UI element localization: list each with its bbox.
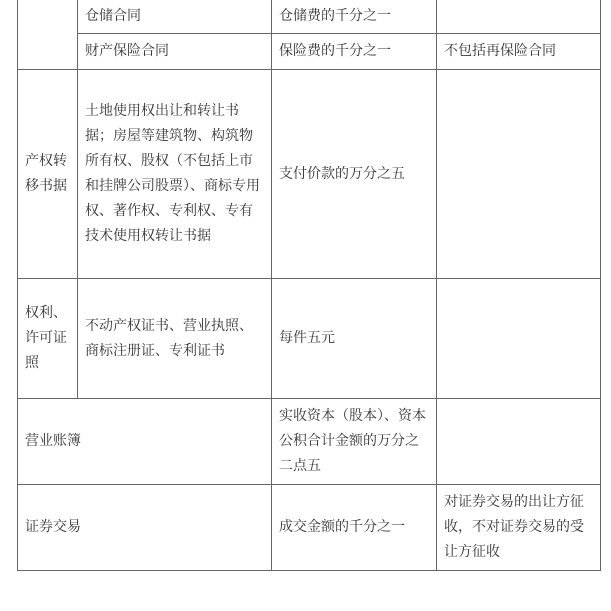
table-row bbox=[18, 34, 601, 70]
tax-rate-cell: 仓储费的千分之一 bbox=[272, 0, 437, 34]
tax-item-cell: 营业账簿 bbox=[18, 399, 272, 485]
tax-rate-cell: 成交金额的千分之一 bbox=[272, 485, 437, 571]
tax-subitem-cell: 财产保险合同 bbox=[78, 34, 272, 70]
remark-cell: 对证券交易的出让方征收，不对证券交易的受让方征收 bbox=[437, 485, 601, 571]
table-row bbox=[18, 485, 601, 571]
tax-item-cell: 证券交易 bbox=[18, 485, 272, 571]
tax-rate-cell: 保险费的千分之一 bbox=[272, 34, 437, 70]
remark-cell bbox=[437, 399, 601, 485]
tax-rate-table bbox=[17, 0, 601, 571]
remark-cell bbox=[437, 70, 601, 279]
tax-rate-cell: 支付价款的万分之五 bbox=[272, 70, 437, 279]
table-row bbox=[18, 0, 601, 34]
table-row bbox=[18, 279, 601, 399]
tax-subitem-cell: 不动产权证书、营业执照、商标注册证、专利证书 bbox=[78, 279, 272, 399]
table-row bbox=[18, 70, 601, 279]
tax-rate-cell: 每件五元 bbox=[272, 279, 437, 399]
tax-item-cell: 产权转移书据 bbox=[18, 70, 78, 279]
remark-cell bbox=[437, 279, 601, 399]
remark-cell: 不包括再保险合同 bbox=[437, 34, 601, 70]
remark-cell bbox=[437, 0, 601, 34]
tax-subitem-cell: 土地使用权出让和转让书据；房屋等建筑物、构筑物所有权、股权（不包括上市和挂牌公司股票）、商标专用权、著作权、专利权、专有技术使用权转让书据 bbox=[78, 70, 272, 279]
tax-item-cell: 权利、许可证照 bbox=[18, 279, 78, 399]
tax-rate-cell: 实收资本（股本）、资本公积合计金额的万分之二点五 bbox=[272, 399, 437, 485]
table-row bbox=[18, 399, 601, 485]
tax-item-cell bbox=[18, 0, 78, 70]
tax-subitem-cell: 仓储合同 bbox=[78, 0, 272, 34]
